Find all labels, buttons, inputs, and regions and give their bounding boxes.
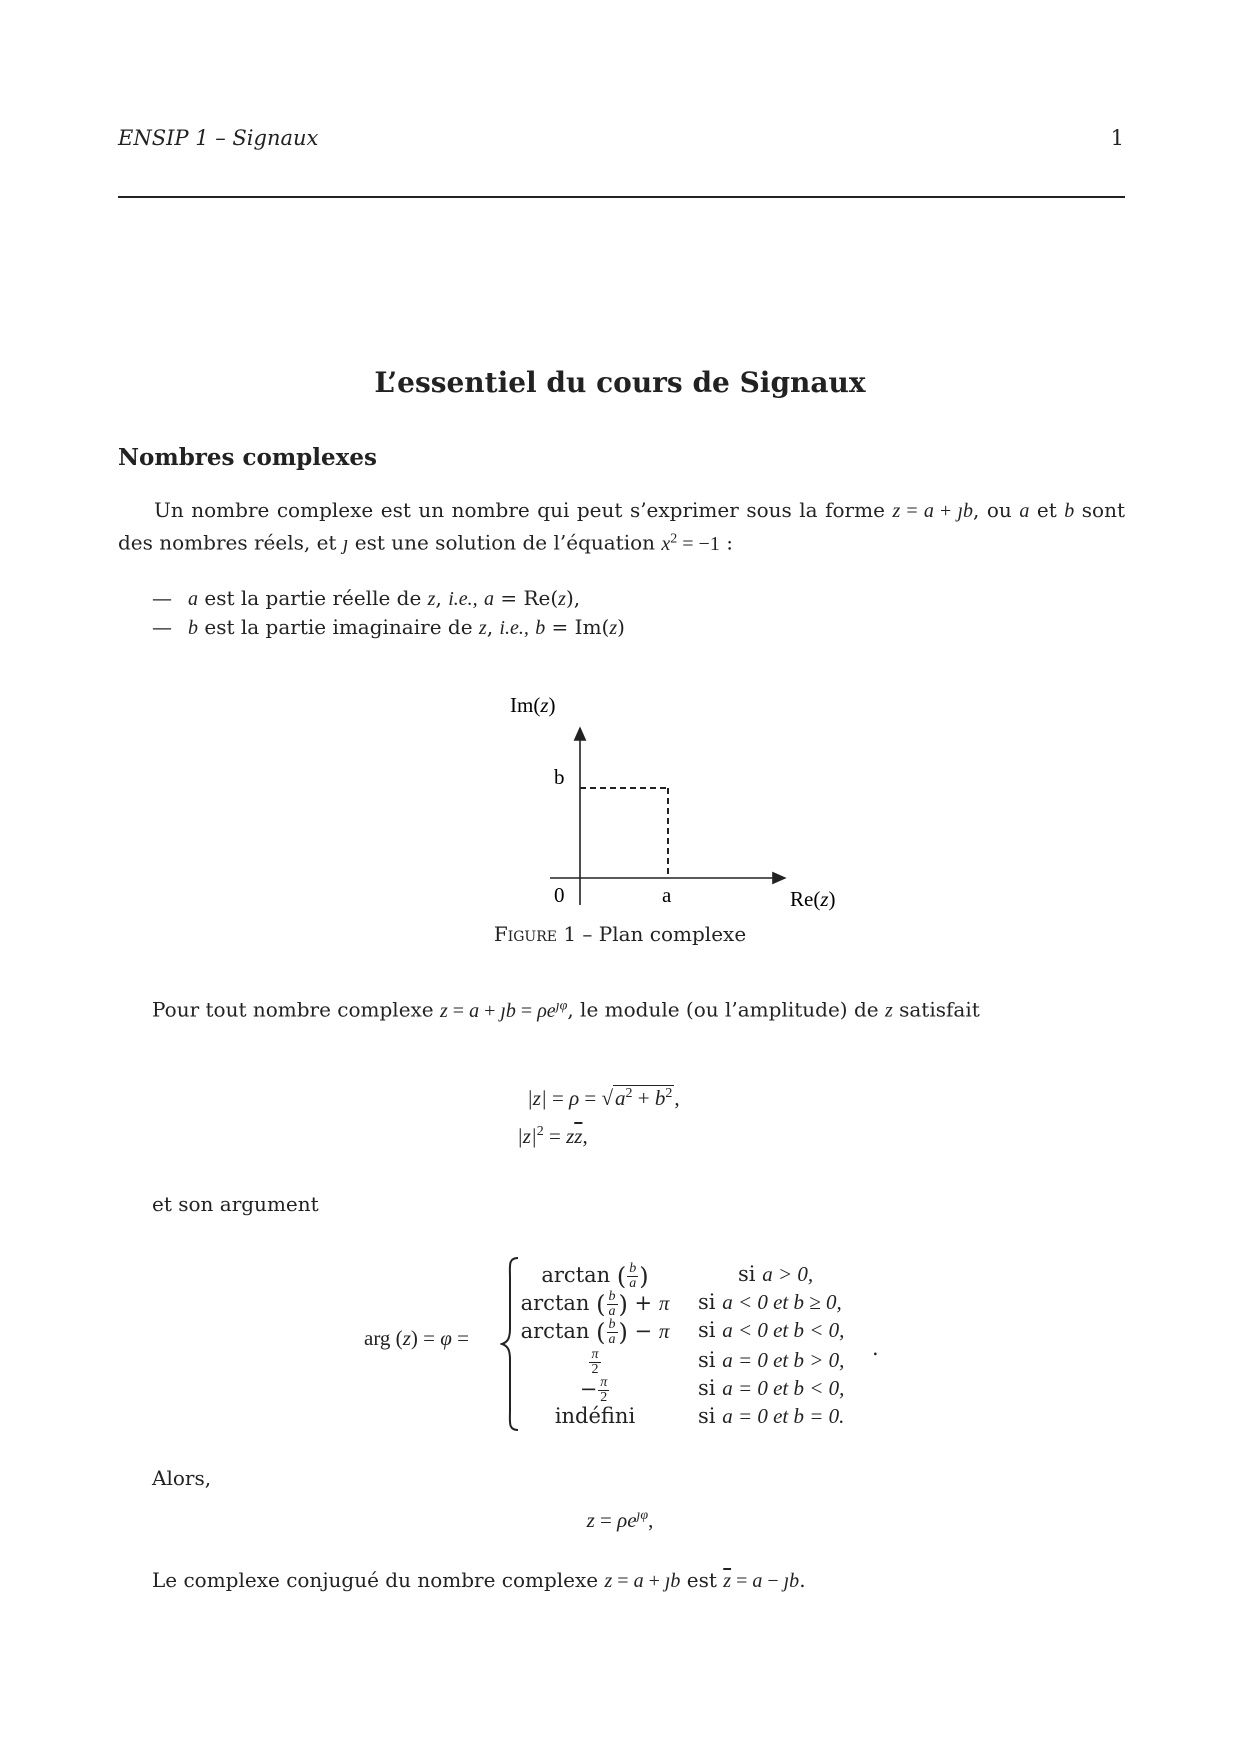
running-header: ENSIP 1 – Signaux bbox=[118, 126, 319, 150]
header-rule bbox=[118, 196, 1125, 198]
alors-paragraph: Alors, bbox=[152, 1466, 212, 1490]
intro-text-2: , ou bbox=[973, 498, 1020, 522]
module-paragraph: Pour tout nombre complexe z = a + ȷb = $\rho e^{ȷ\varphi}$, le module (ou l’amplitude) de z satisfait bbox=[152, 997, 980, 1022]
equation-period: . bbox=[872, 1336, 879, 1360]
intro-text-1: Un nombre complexe est un nombre qui peut s’exprimer sous la forme bbox=[154, 498, 893, 522]
equation-argument-lhs: arg (z) = φ = bbox=[364, 1326, 469, 1350]
intro-text-3: et bbox=[1029, 498, 1065, 522]
y-axis-label: Im(z) bbox=[510, 693, 556, 717]
eq-x-squared: $x^2 = -1$ bbox=[661, 531, 720, 555]
b-label: b bbox=[554, 765, 565, 789]
intro-paragraph: Un nombre complexe est un nombre qui peut s’exprimer sous la forme z = a + ȷb, ou a et b sont des nombres réels, et ȷ est une solution de l’équation $x^2 = -1$ : bbox=[118, 498, 1126, 555]
equation-modulus-squared: $|z|^2 = z\overline{z}$, bbox=[517, 1124, 588, 1148]
eq-z-form: z = a + ȷb bbox=[892, 500, 974, 522]
a-label: a bbox=[662, 883, 672, 907]
section-heading: Nombres complexes bbox=[118, 444, 377, 471]
origin-label: 0 bbox=[554, 883, 565, 907]
intro-text-5: est une solution de l’équation bbox=[348, 530, 662, 555]
intro-text-4: sont des nombres réels, et bbox=[118, 498, 1126, 555]
intro-text-6: : bbox=[719, 530, 733, 555]
list-item: — a est la partie réelle de z, i.e., a = Re(z), bbox=[152, 586, 581, 610]
complex-plane-figure bbox=[500, 690, 860, 920]
document-title: L’essentiel du cours de Signaux bbox=[374, 366, 866, 399]
equation-modulus: $|z| = \rho = √a^2 + b^2$, bbox=[527, 1086, 680, 1110]
x-axis-label: Re(z) bbox=[790, 887, 836, 911]
figure-caption: Figure 1 – Plan complexe bbox=[493, 922, 747, 946]
conjugate-paragraph: Le complexe conjugué du nombre complexe z = a + ȷb est $\overline{z} = a$ − ȷb. bbox=[152, 1568, 806, 1592]
bullet-list bbox=[152, 584, 625, 642]
equation-polar-form: $z = \rho e^{ȷ\varphi}$, bbox=[586, 1508, 654, 1532]
list-item: — b est la partie imaginaire de z, i.e., b = Im(z) bbox=[152, 615, 625, 639]
argument-paragraph: et son argument bbox=[152, 1192, 319, 1216]
page-number: 1 bbox=[1110, 126, 1124, 150]
